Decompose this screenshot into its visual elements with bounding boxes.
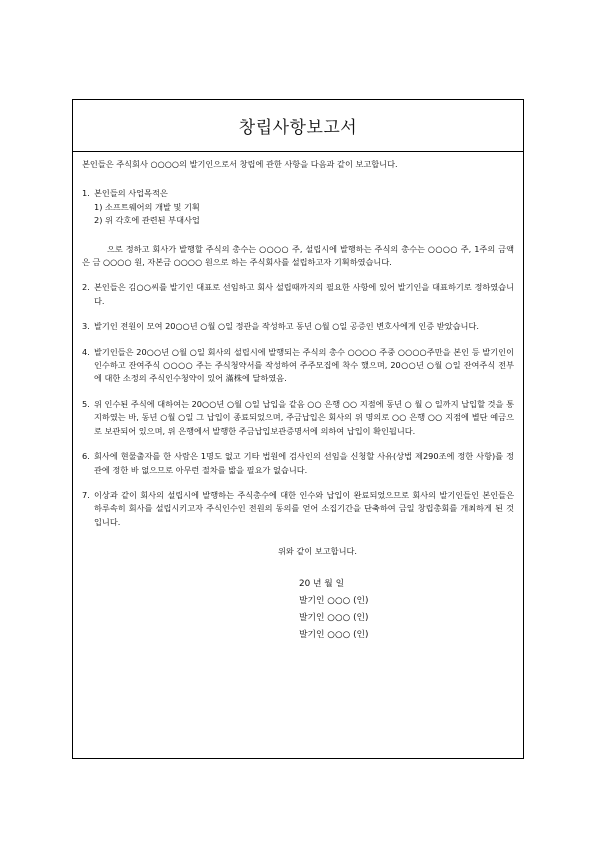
section-3: [82, 320, 514, 333]
item-number: 2.: [82, 282, 90, 293]
item-number: 1.: [82, 188, 90, 199]
section-6: [82, 450, 514, 477]
item-text: 발기인 전원이 모여 20○○년 ○월 ○일 정관을 작성하고 동년 ○월 ○일 공증인 변호사에게 인증 받았습니다.: [94, 321, 479, 332]
signer-line: 발기인 ○○○ (인): [299, 595, 369, 606]
closing-text: 위와 같이 보고합니다.: [278, 546, 357, 557]
item-text: 위 인수된 주식에 대하여는 20○○년 ○월 ○일 납입을 같음 ○○ 은행 ○○ 지점에 동년 ○ 월 ○ 일까지 납입할 것을 통지하였는 바, 동년 ○월 ○일 그 납입이 종료되었으며, 주금납입은 회사의 위 명의로 ○○ 은행 ○○ 지점에 별단 예금으로 보관되어 있으며, 위 은행에서 발행한 주금납입보관증명서에 의하여 납입이 확인됩니다.: [94, 398, 514, 436]
item-number: 7.: [82, 489, 90, 500]
signer-line: 발기인 ○○○ (인): [299, 629, 369, 640]
sub-item-1: 1) 소프트웨어의 개발 및 기획: [94, 201, 200, 212]
signer-line: 발기인 ○○○ (인): [299, 612, 369, 623]
section-1-head: [82, 187, 514, 200]
item-text: 본인들은 김○○씨를 발기인 대표로 선임하고 회사 설립때까지의 필요한 사항에 있어 발기인을 대표하기로 정하였습니다.: [94, 282, 514, 306]
section-1: [82, 187, 514, 269]
item-text: 발기인들은 20○○년 ○월 ○일 회사의 설립시에 발행되는 주식의 총수 ○○○○ 주중 ○○○○주만을 본인 등 발기인이 인수하고 잔여주식 ○○○○ 주는 주식청약서를 작성하여 주주모집에 착수 했으며, 20○○년 ○월 ○일 잔여주식 전부에 대한 소정의 주식인수청약이 있어 滿株에 달하였음.: [94, 346, 514, 384]
item-number: 3.: [82, 321, 90, 332]
item-text: 본인들의 사업목적은: [94, 188, 168, 199]
date-line: 20 년 월 일: [299, 578, 345, 589]
section-5: [82, 398, 514, 438]
item-text: 회사에 현물출자를 한 사람은 1명도 없고 기타 법원에 검사인의 선임을 신청할 사유(상법 제290조에 정한 사항)를 정관에 정한 바 없으므로 아무런 절차를 밟을 필요가 없습니다.: [94, 451, 514, 475]
section-7: [82, 489, 514, 529]
item-number: 5.: [82, 398, 90, 409]
page-title: 창립사항보고서: [238, 118, 358, 138]
intro-text: 본인들은 주식회사 ○○○○의 발기인으로서 창립에 관한 사항을 다음과 같이 보고합니다.: [82, 159, 398, 169]
item-number: 6.: [82, 451, 90, 462]
report-body: [73, 152, 523, 644]
item-number: 4.: [82, 346, 90, 357]
title-row: [73, 100, 523, 152]
section-4: [82, 346, 514, 386]
signature-block: [82, 576, 514, 644]
section-2: [82, 281, 514, 308]
sub-item-2: 2) 위 각호에 관련된 부대사업: [94, 215, 200, 226]
item-text: 이상과 같이 회사의 설립시에 발행하는 주식총수에 대한 인수와 납입이 완료되었으므로 회사의 발기인들인 본인들은 하루속히 회사를 설립시키고자 주식인수인 전원의 동의를 얻어 소집기간을 단축하여 금일 창립총회를 개최하게 된 것입니다.: [94, 489, 514, 527]
section-1-paragraph: 으로 정하고 회사가 발행할 주식의 총수는 ○○○○ 주, 설립시에 발행하는 주식의 총수는 ○○○○ 주, 1주의 금액은 금 ○○○○ 원, 자본금 ○○○○ 원으로 하는 주식회사를 설립하고자 기획하였습니다.: [82, 243, 514, 268]
report-form: [72, 99, 524, 759]
